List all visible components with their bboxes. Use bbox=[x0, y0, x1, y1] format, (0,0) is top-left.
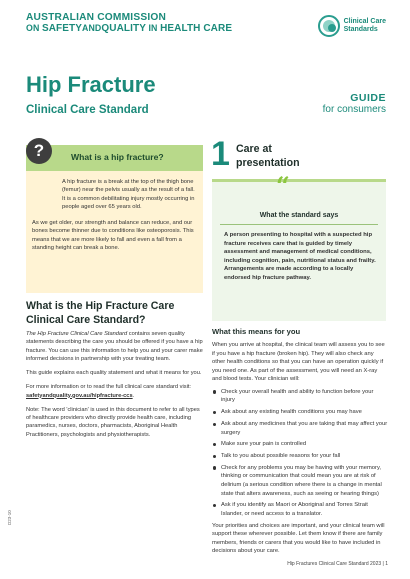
page-header bbox=[26, 13, 386, 53]
page-title: Hip Fracture bbox=[26, 72, 156, 97]
more-info-text: For more information or to read the full clinical care standard visit: bbox=[26, 384, 192, 391]
commission-wordmark bbox=[26, 13, 232, 34]
list-item: Check your overall health and ability to function before your injury bbox=[212, 388, 388, 405]
overview-paragraph-1-text: contains seven quality statements describing the care you should be offered if you have a hip fracture. You can use this information to help you and your carer make informed decisions in partnership with your treating team. bbox=[26, 331, 203, 363]
clinician-actions-list bbox=[212, 388, 388, 519]
means-outro: Your priorities and choices are important, and your clinical team will support these wherever possible. Let them know if there are family members, friends or carers that you would like to have included in decisions about your care. bbox=[212, 522, 385, 555]
guide-audience: for consumers bbox=[322, 104, 386, 115]
list-item: Ask about any medicines that you are taking that may affect your surgery bbox=[212, 420, 388, 437]
org-word-safety: SAFETY bbox=[41, 22, 83, 34]
what-is-hip-fracture-box bbox=[26, 141, 203, 293]
org-word-health-care: HEALTH CARE bbox=[160, 22, 233, 34]
what-is-header-bar bbox=[26, 145, 203, 171]
question-mark-icon: ? bbox=[26, 138, 52, 164]
means-intro: When you arrive at hospital, the clinical team will assess you to see if you have a hip fracture (broken hip). They will also check any other health conditions so that you can have an operation quickly if you need one. As part of the assessment, you will need an X-ray and blood tests. Your clinician will: bbox=[212, 342, 385, 383]
org-line-2 bbox=[26, 24, 232, 35]
care-number: 1 bbox=[211, 135, 230, 173]
list-item: Ask about any existing health conditions you may have bbox=[212, 408, 388, 417]
page-footer: Hip Fractures Clinical Care Standard 2023 | 1 bbox=[287, 561, 388, 567]
standard-website-link[interactable]: safetyandquality.gov.au/hipfracture-ccs bbox=[26, 392, 133, 399]
overview-paragraph-2: This guide explains each quality statement and what it means for you. bbox=[26, 370, 202, 377]
guide-word: GUIDE bbox=[350, 92, 386, 104]
standard-says-divider bbox=[220, 224, 378, 225]
overview-paragraph-1 bbox=[26, 330, 204, 364]
page-subtitle: Clinical Care Standard bbox=[26, 104, 149, 116]
means-for-you-heading: What this means for you bbox=[212, 327, 301, 336]
overview-paragraph-3 bbox=[26, 383, 204, 400]
org-word-quality: QUALITY bbox=[101, 22, 146, 34]
logo-line-1: Clinical Care bbox=[343, 17, 386, 25]
standard-says-heading: What the standard says bbox=[259, 212, 339, 219]
standard-name: The Hip Fracture Clinical Care Standard bbox=[26, 331, 128, 337]
what-is-paragraph-1: A hip fracture is a break at the top of the thigh bone (femur) near the pelvis usually as the result of a fall. It is a common debilitating injury mostly occurring in people aged over 65 years old. bbox=[62, 179, 195, 211]
org-line-1: AUSTRALIAN COMMISSION bbox=[26, 12, 167, 23]
list-item: Check for any problems you may be having with your memory, thinking or communication that could mean you are at risk of delirium (a serious condition where there is a change in mental state that alters awareness, such as seeing or hearing things) bbox=[212, 464, 388, 498]
logo-line-2: Standards bbox=[343, 26, 378, 33]
logo-text bbox=[344, 18, 386, 34]
standard-says-top-bar bbox=[212, 179, 386, 182]
care-title-line-2: presentation bbox=[236, 156, 300, 169]
standard-overview-body bbox=[26, 330, 204, 445]
org-word-on: ON bbox=[26, 22, 40, 33]
care-title bbox=[236, 143, 300, 171]
what-is-paragraph-2: As we get older, our strength and balance can reduce, and our bones become thinner due to conditions like osteoporosis. This means that we are more likely to fall and even a fall from a standing height can break a bone. bbox=[32, 220, 194, 252]
what-is-heading: What is a hip fracture? bbox=[71, 152, 164, 162]
clinician-note: Note: The word 'clinician' is used in this document to refer to all types of healthcare providers who directly provide health care, including paramedics, nurses, doctors, pharmacists, Aboriginal Health Practitioners, psychologists and physiotherapists. bbox=[26, 406, 200, 438]
document-code: D23-10 bbox=[7, 510, 12, 525]
more-info-period: . bbox=[132, 392, 135, 399]
list-item: Ask if you identify as Maori or Aboriginal and Torres Strait Islander, or need access to a translator. bbox=[212, 501, 388, 518]
list-item: Talk to you about possible reasons for your fall bbox=[212, 452, 388, 461]
clinical-care-standards-logo bbox=[318, 15, 386, 37]
quote-icon: “ bbox=[276, 171, 290, 200]
clinical-care-standards-icon bbox=[318, 15, 340, 37]
means-for-you-body bbox=[212, 341, 388, 560]
org-word-and: AND bbox=[82, 22, 102, 33]
list-item: Make sure your pain is controlled bbox=[212, 440, 388, 449]
standard-says-text: A person presenting to hospital with a suspected hip fracture receives care that is guided by timely assessment and management of medical conditions, including cognition, pain, nutritional status and frailty. Arrangements are made according to a locally endorsed hip fracture pathway. bbox=[224, 232, 376, 281]
org-word-in: IN bbox=[148, 22, 158, 33]
standard-says-box bbox=[212, 179, 386, 321]
guide-label bbox=[323, 92, 386, 115]
standard-overview-heading: What is the Hip Fracture Care Clinical Care Standard? bbox=[26, 300, 175, 326]
care-title-line-1: Care at bbox=[236, 143, 272, 155]
